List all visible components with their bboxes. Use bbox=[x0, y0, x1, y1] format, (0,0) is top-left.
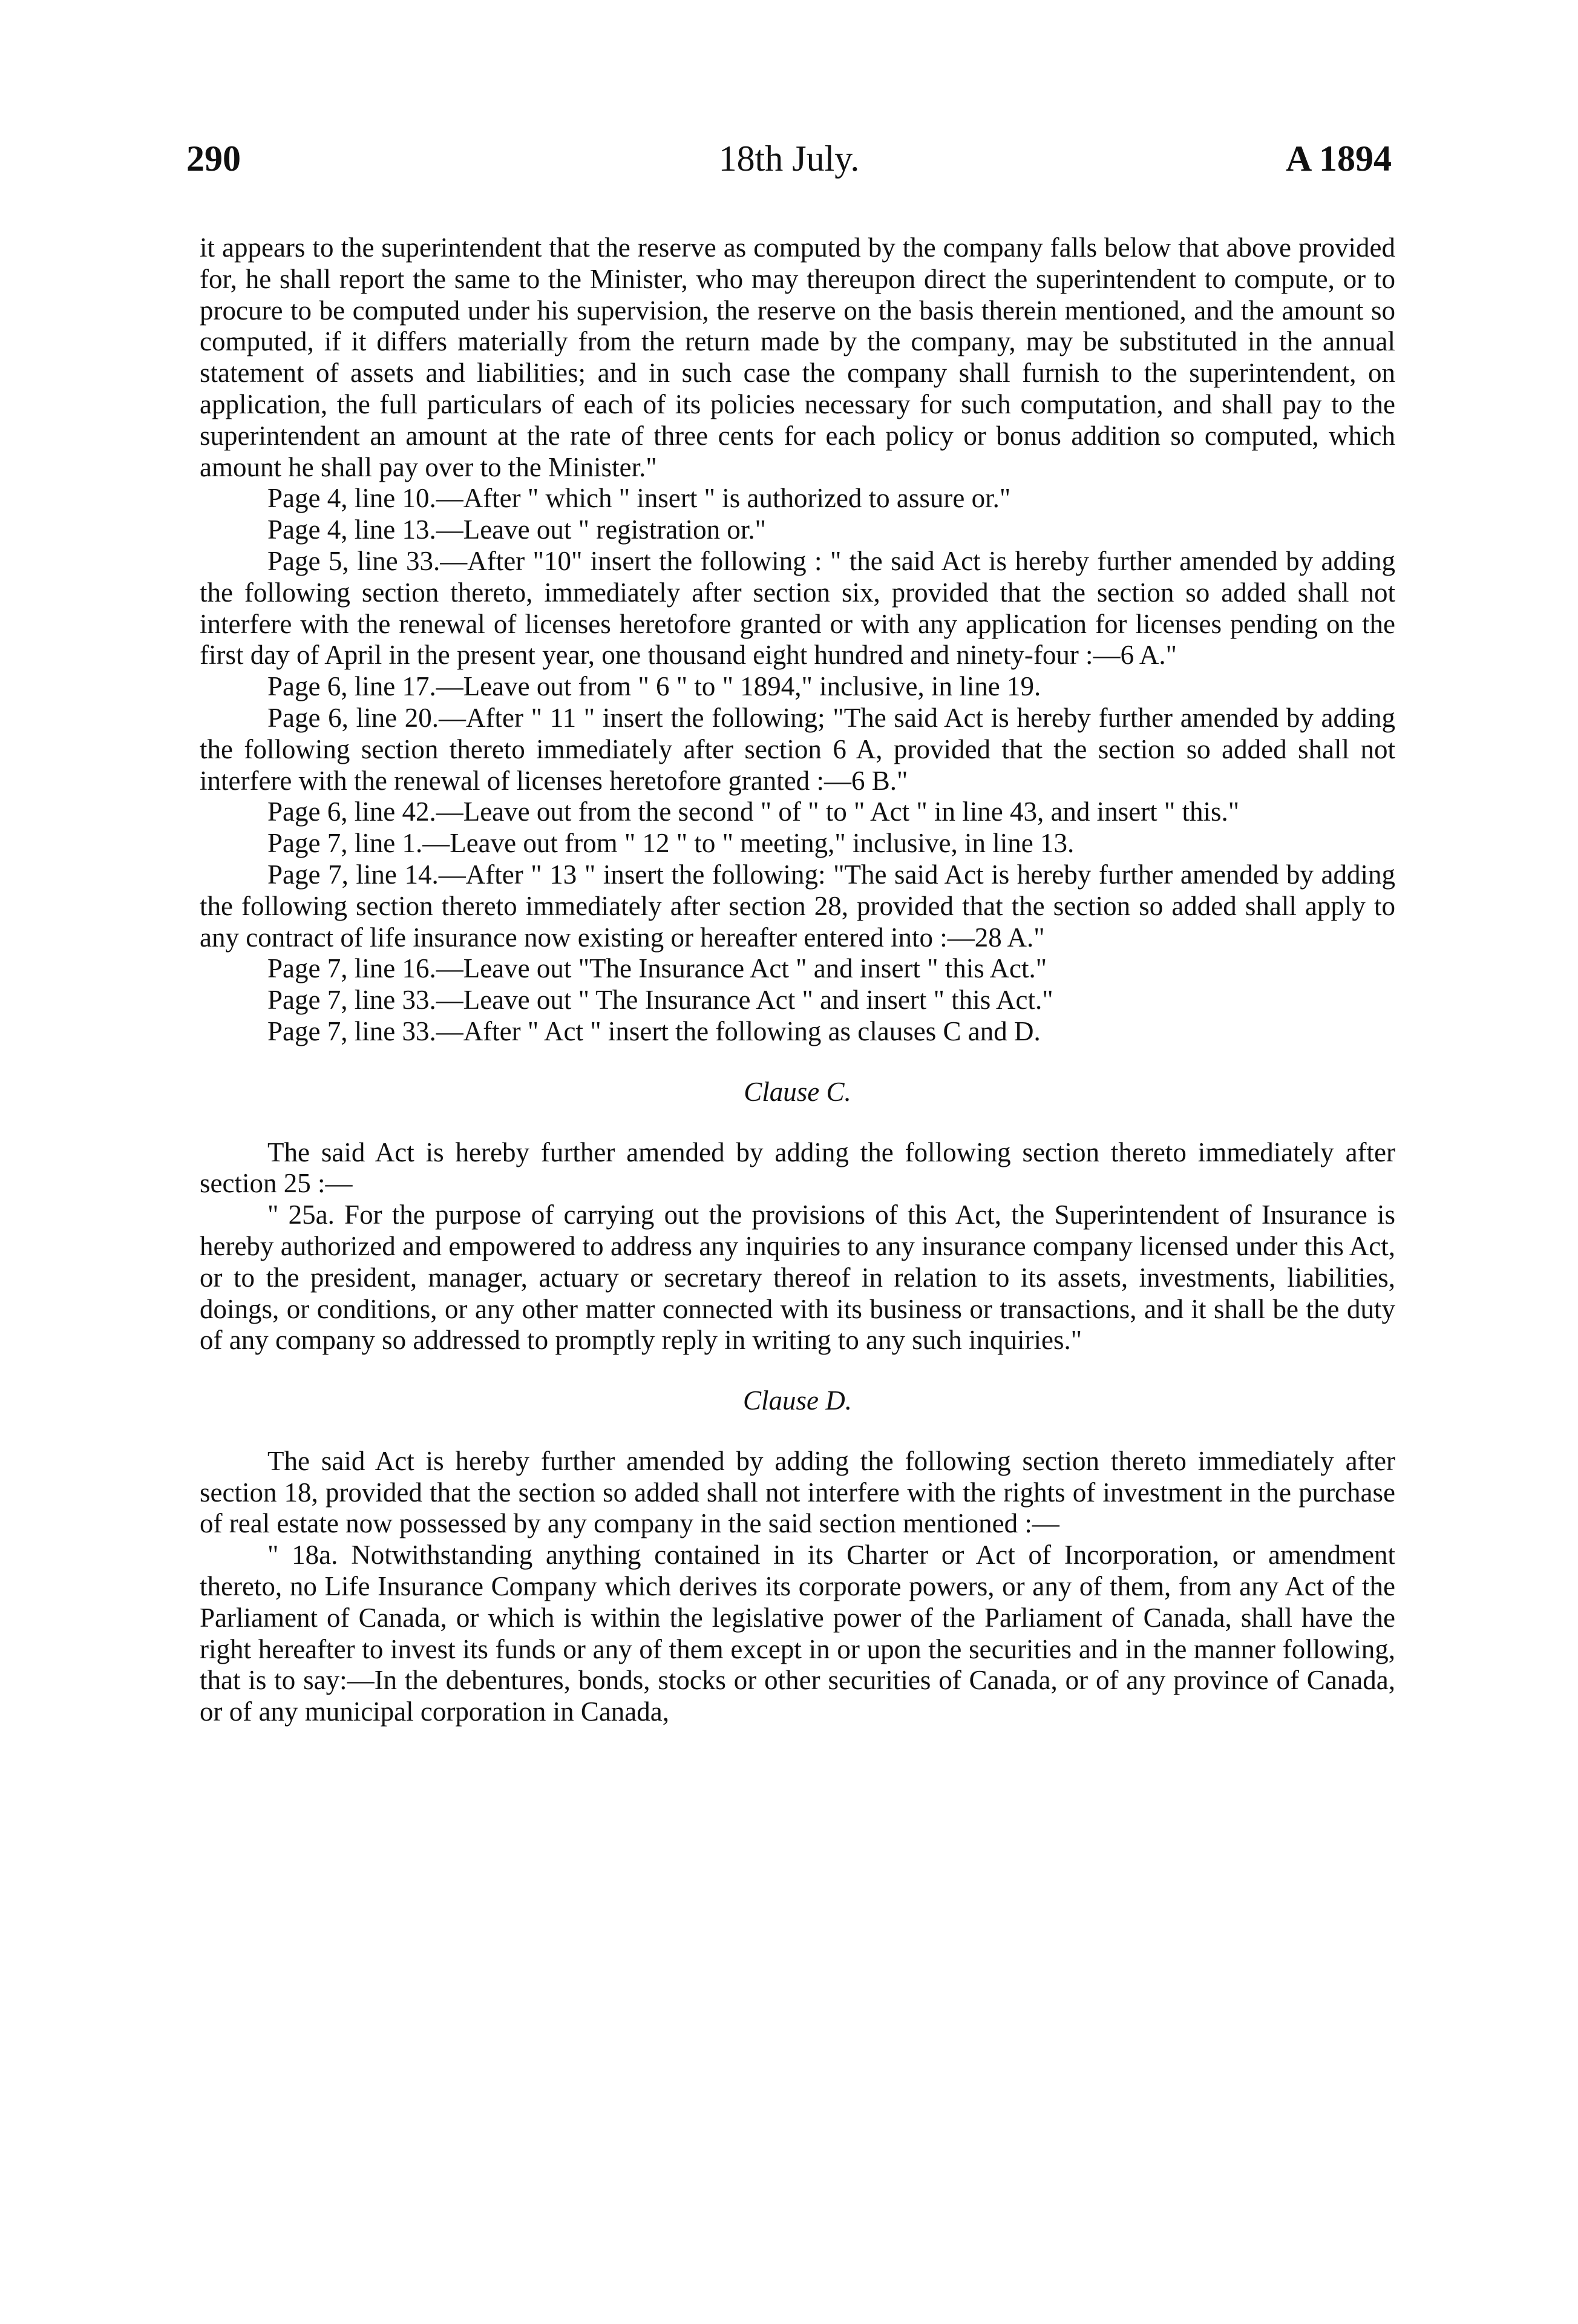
paragraph: Page 6, line 17.—Leave out from " 6 " to " 1894," inclusive, in line 19. bbox=[267, 671, 1041, 702]
clause-d-paragraph: The said Act is hereby further amended by adding the following section thereto immediately after section 18, provided that the section so added shall not interfere with the rights of investment in the purchase of real estate now possessed by any company in the said section mentioned :— bbox=[200, 1445, 1395, 1539]
paragraph: Page 6, line 42.—Leave out from the second " of " to " Act " in line 43, and insert " this." bbox=[267, 796, 1240, 827]
clause-c-paragraph: The said Act is hereby further amended by adding the following section thereto immediately after section 25 :— bbox=[200, 1137, 1395, 1199]
clause-c-heading: Clause C. bbox=[744, 1076, 851, 1107]
clause-c-paragraph: " 25a. For the purpose of carrying out the provisions of this Act, the Superintendent of Insurance is hereby authorized and empowered to address any inquiries to any insurance company licensed under this Act, or to the president, manager, actuary or secretary thereof in relation to its assets, investments, liabilities, doings, or conditions, or any other matter connected with its business or transactions, and it shall be the duty of any company so addressed to promptly reply in writing to any such inquiries." bbox=[200, 1200, 1395, 1356]
paragraph: it appears to the superintendent that the reserve as computed by the company falls below that above provided for, he shall report the same to the Minister, who may thereupon direct the superintendent to compute, or to procure to be computed under his supervision, the reserve on the basis therein mentioned, and the amount so computed, if it differs materially from the return made by the company, may be substituted in the annual statement of assets and liabilities; and in such case the company shall furnish to the superintendent, on application, the full particulars of each of its policies necessary for such computation, and shall pay to the superintendent an amount at the rate of three cents for each policy or bonus addition so computed, which amount he shall pay over to the Minister." bbox=[200, 232, 1395, 482]
page-number: 290 bbox=[186, 139, 241, 179]
paragraph: Page 7, line 33.—Leave out " The Insurance Act " and insert " this Act." bbox=[267, 985, 1053, 1016]
page-header bbox=[186, 138, 1392, 186]
paragraph: Page 4, line 13.—Leave out " registration or." bbox=[267, 514, 767, 545]
paragraph: Page 4, line 10.—After " which " insert " is authorized to assure or." bbox=[267, 483, 1011, 514]
paragraph: Page 7, line 33.—After " Act " insert the following as clauses C and D. bbox=[267, 1016, 1041, 1046]
paragraph: Page 7, line 14.—After " 13 " insert the following: "The said Act is hereby further amended by adding the following section thereto immediately after section 28, provided that the section so added shall apply to any contract of life insurance now existing or hereafter entered into :—28 A." bbox=[200, 859, 1395, 953]
document-body bbox=[200, 232, 1395, 1728]
page-date: 18th July. bbox=[718, 139, 860, 179]
paragraph: Page 7, line 1.—Leave out from " 12 " to " meeting," inclusive, in line 13. bbox=[267, 828, 1075, 859]
paragraph: Page 5, line 33.—After "10" insert the following : " the said Act is hereby further amended by adding the following section thereto, immediately after section six, provided that the section so added shall not interfere with the renewal of licenses heretofore granted or with any application for licenses pending on the first day of April in the present year, one thousand eight hundred and ninety-four :—6 A." bbox=[200, 545, 1395, 671]
paragraph: Page 7, line 16.—Leave out "The Insurance Act " and insert " this Act." bbox=[267, 953, 1047, 984]
clause-d-paragraph: " 18a. Notwithstanding anything contained in its Charter or Act of Incorporation, or amendment thereto, no Life Insurance Company which derives its corporate powers, or any of them, from any Act of the Parliament of Canada, or which is within the legislative power of the Parliament of Canada, shall have the right hereafter to invest its funds or any of them except in or upon the securities and in the manner following, that is to say:—In the debentures, bonds, stocks or other securities of Canada, or of any province of Canada, or of any municipal corporation in Canada, bbox=[200, 1540, 1395, 1727]
page-year: A 1894 bbox=[1285, 139, 1392, 179]
clause-d-heading: Clause D. bbox=[743, 1385, 852, 1416]
paragraph: Page 6, line 20.—After " 11 " insert the following; "The said Act is hereby further amended by adding the following section thereto immediately after section 6 A, provided that the section so added shall not interfere with the renewal of licenses heretofore granted :—6 B." bbox=[200, 702, 1395, 796]
